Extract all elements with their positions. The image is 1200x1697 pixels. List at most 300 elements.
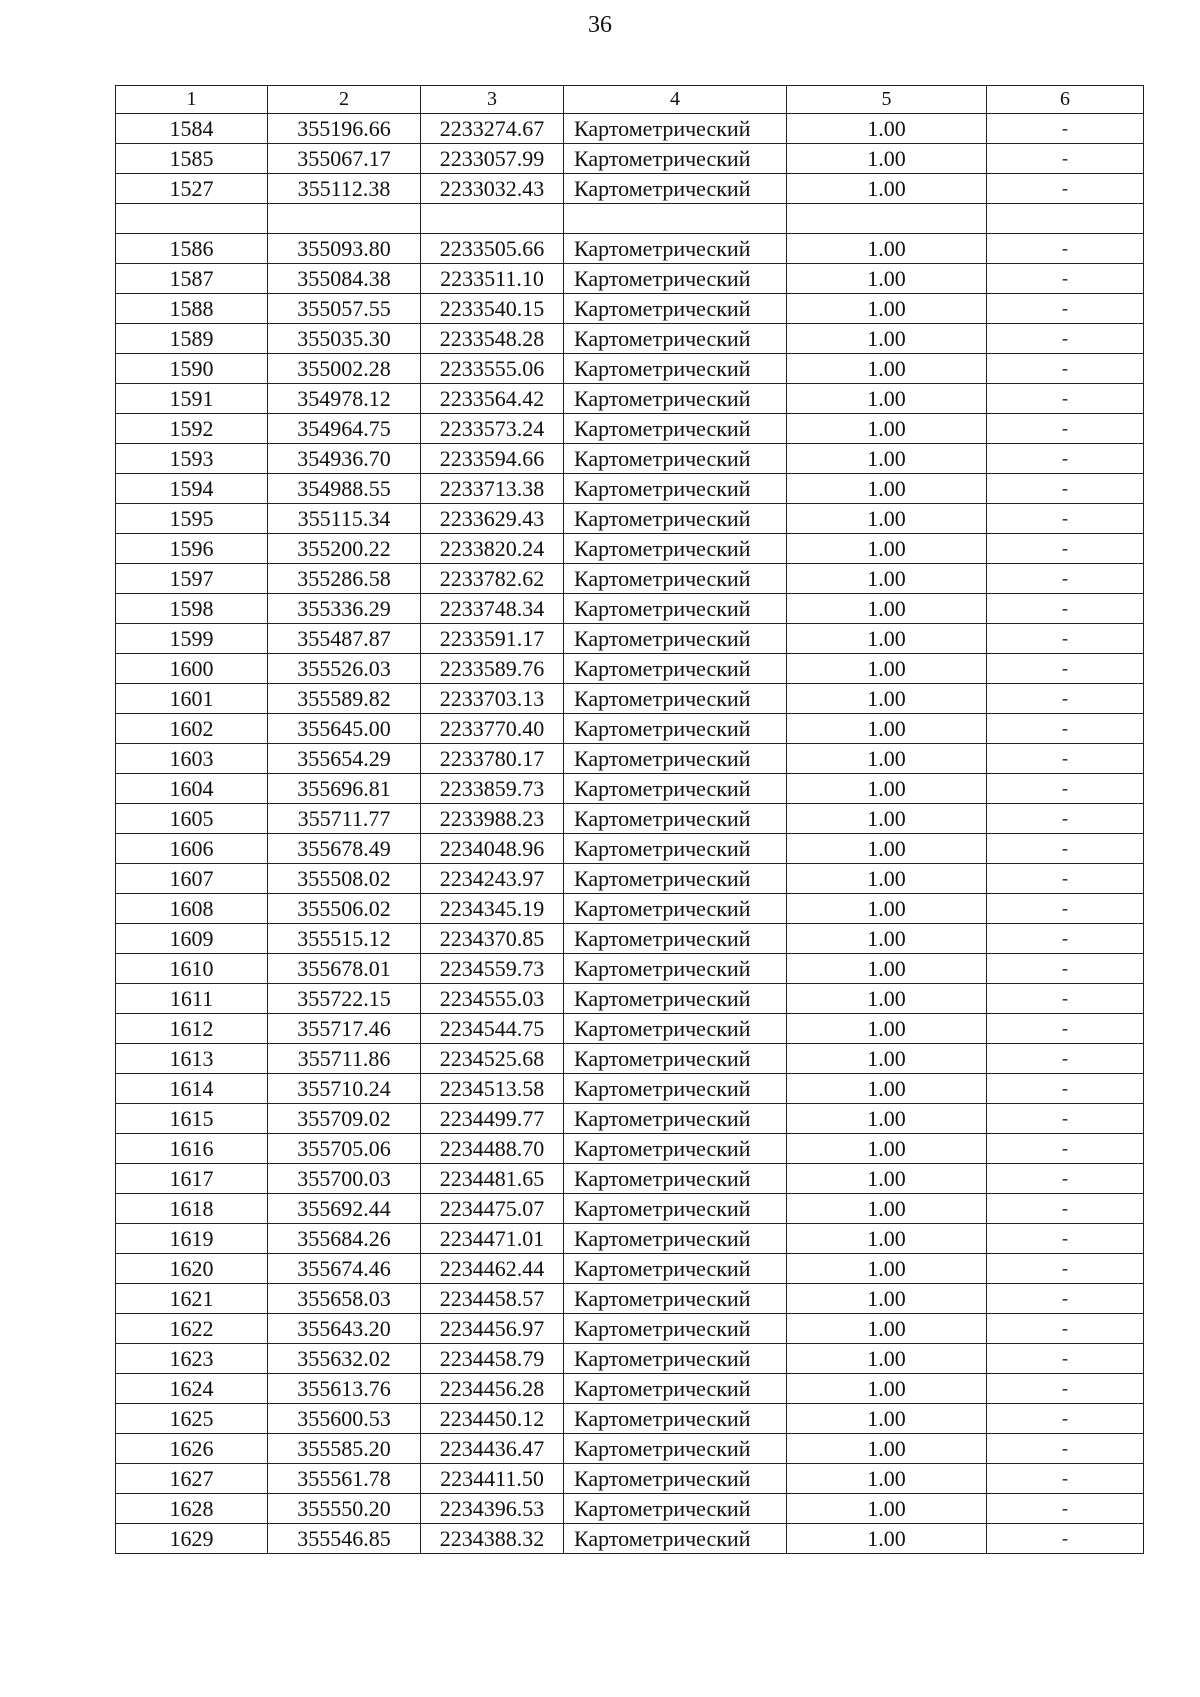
method-cell: Картометрический <box>564 1404 787 1434</box>
method-cell: Картометрический <box>564 1434 787 1464</box>
accuracy-cell: 1.00 <box>787 474 987 504</box>
table-row <box>116 834 1144 864</box>
x-coordinate-cell: 354964.75 <box>268 414 421 444</box>
y-coordinate-cell: 2234048.96 <box>421 834 564 864</box>
y-coordinate-cell: 2233770.40 <box>421 714 564 744</box>
description-cell: - <box>987 984 1144 1014</box>
point-number-cell: 1593 <box>116 444 268 474</box>
method-cell: Картометрический <box>564 474 787 504</box>
accuracy-cell: 1.00 <box>787 234 987 264</box>
table-row <box>116 504 1144 534</box>
method-cell: Картометрический <box>564 1134 787 1164</box>
x-coordinate-cell: 355002.28 <box>268 354 421 384</box>
y-coordinate-cell: 2234370.85 <box>421 924 564 954</box>
point-number-cell: 1597 <box>116 564 268 594</box>
description-cell: - <box>987 354 1144 384</box>
y-coordinate-cell <box>421 204 564 234</box>
table-row <box>116 474 1144 504</box>
y-coordinate-cell: 2233589.76 <box>421 654 564 684</box>
y-coordinate-cell: 2233511.10 <box>421 264 564 294</box>
y-coordinate-cell: 2233555.06 <box>421 354 564 384</box>
point-number-cell: 1626 <box>116 1434 268 1464</box>
y-coordinate-cell: 2234471.01 <box>421 1224 564 1254</box>
table-header-row <box>116 86 1144 114</box>
table-row <box>116 1134 1144 1164</box>
accuracy-cell: 1.00 <box>787 804 987 834</box>
point-number-cell: 1602 <box>116 714 268 744</box>
method-cell: Картометрический <box>564 714 787 744</box>
y-coordinate-cell: 2234559.73 <box>421 954 564 984</box>
table-row <box>116 894 1144 924</box>
y-coordinate-cell: 2234458.57 <box>421 1284 564 1314</box>
accuracy-cell: 1.00 <box>787 1524 987 1554</box>
method-cell: Картометрический <box>564 1014 787 1044</box>
description-cell: - <box>987 1074 1144 1104</box>
y-coordinate-cell: 2233780.17 <box>421 744 564 774</box>
table-row <box>116 1074 1144 1104</box>
table-row <box>116 354 1144 384</box>
table-row <box>116 534 1144 564</box>
description-cell: - <box>987 1464 1144 1494</box>
point-number-cell: 1608 <box>116 894 268 924</box>
method-cell: Картометрический <box>564 1194 787 1224</box>
y-coordinate-cell: 2233859.73 <box>421 774 564 804</box>
accuracy-cell: 1.00 <box>787 1134 987 1164</box>
method-cell: Картометрический <box>564 264 787 294</box>
table-row <box>116 1344 1144 1374</box>
point-number-cell: 1621 <box>116 1284 268 1314</box>
y-coordinate-cell: 2234513.58 <box>421 1074 564 1104</box>
table-row <box>116 1164 1144 1194</box>
table-row <box>116 684 1144 714</box>
x-coordinate-cell <box>268 204 421 234</box>
table-row <box>116 1194 1144 1224</box>
x-coordinate-cell: 355084.38 <box>268 264 421 294</box>
table-row <box>116 414 1144 444</box>
point-number-cell: 1622 <box>116 1314 268 1344</box>
point-number-cell: 1603 <box>116 744 268 774</box>
x-coordinate-cell: 355711.77 <box>268 804 421 834</box>
x-coordinate-cell: 355067.17 <box>268 144 421 174</box>
point-number-cell: 1614 <box>116 1074 268 1104</box>
point-number-cell: 1612 <box>116 1014 268 1044</box>
point-number-cell: 1620 <box>116 1254 268 1284</box>
description-cell: - <box>987 1224 1144 1254</box>
method-cell: Картометрический <box>564 954 787 984</box>
method-cell: Картометрический <box>564 1344 787 1374</box>
x-coordinate-cell: 355115.34 <box>268 504 421 534</box>
point-number-cell: 1590 <box>116 354 268 384</box>
column-header-6: 6 <box>987 86 1144 114</box>
description-cell: - <box>987 474 1144 504</box>
method-cell: Картометрический <box>564 504 787 534</box>
y-coordinate-cell: 2234475.07 <box>421 1194 564 1224</box>
method-cell: Картометрический <box>564 774 787 804</box>
table-row <box>116 594 1144 624</box>
x-coordinate-cell: 355658.03 <box>268 1284 421 1314</box>
point-number-cell: 1586 <box>116 234 268 264</box>
method-cell: Картометрический <box>564 1164 787 1194</box>
point-number-cell: 1628 <box>116 1494 268 1524</box>
description-cell: - <box>987 1494 1144 1524</box>
description-cell: - <box>987 294 1144 324</box>
y-coordinate-cell: 2234481.65 <box>421 1164 564 1194</box>
method-cell: Картометрический <box>564 654 787 684</box>
table-row <box>116 1014 1144 1044</box>
x-coordinate-cell: 355700.03 <box>268 1164 421 1194</box>
description-cell: - <box>987 684 1144 714</box>
x-coordinate-cell: 355550.20 <box>268 1494 421 1524</box>
x-coordinate-cell: 355506.02 <box>268 894 421 924</box>
y-coordinate-cell: 2233548.28 <box>421 324 564 354</box>
accuracy-cell: 1.00 <box>787 1254 987 1284</box>
accuracy-cell: 1.00 <box>787 714 987 744</box>
description-cell: - <box>987 894 1144 924</box>
description-cell: - <box>987 654 1144 684</box>
x-coordinate-cell: 355093.80 <box>268 234 421 264</box>
y-coordinate-cell: 2233629.43 <box>421 504 564 534</box>
point-number-cell: 1609 <box>116 924 268 954</box>
point-number-cell: 1604 <box>116 774 268 804</box>
description-cell: - <box>987 1344 1144 1374</box>
point-number-cell: 1600 <box>116 654 268 684</box>
accuracy-cell: 1.00 <box>787 1044 987 1074</box>
accuracy-cell: 1.00 <box>787 1434 987 1464</box>
description-cell: - <box>987 1134 1144 1164</box>
method-cell: Картометрический <box>564 744 787 774</box>
point-number-cell: 1596 <box>116 534 268 564</box>
x-coordinate-cell: 355632.02 <box>268 1344 421 1374</box>
method-cell: Картометрический <box>564 984 787 1014</box>
point-number-cell: 1625 <box>116 1404 268 1434</box>
description-cell: - <box>987 954 1144 984</box>
description-cell: - <box>987 564 1144 594</box>
accuracy-cell: 1.00 <box>787 1344 987 1374</box>
x-coordinate-cell: 355487.87 <box>268 624 421 654</box>
table-row <box>116 804 1144 834</box>
table-row <box>116 1284 1144 1314</box>
x-coordinate-cell: 355600.53 <box>268 1404 421 1434</box>
table-row <box>116 114 1144 144</box>
description-cell: - <box>987 414 1144 444</box>
table-row <box>116 654 1144 684</box>
y-coordinate-cell: 2234450.12 <box>421 1404 564 1434</box>
method-cell: Картометрический <box>564 684 787 714</box>
x-coordinate-cell: 355710.24 <box>268 1074 421 1104</box>
description-cell: - <box>987 264 1144 294</box>
accuracy-cell: 1.00 <box>787 1164 987 1194</box>
x-coordinate-cell: 355678.01 <box>268 954 421 984</box>
method-cell: Картометрический <box>564 1044 787 1074</box>
method-cell: Картометрический <box>564 1494 787 1524</box>
x-coordinate-cell: 355674.46 <box>268 1254 421 1284</box>
method-cell <box>564 204 787 234</box>
table-row <box>116 924 1144 954</box>
table-row <box>116 384 1144 414</box>
method-cell: Картометрический <box>564 414 787 444</box>
description-cell: - <box>987 1164 1144 1194</box>
point-number-cell: 1605 <box>116 804 268 834</box>
accuracy-cell: 1.00 <box>787 414 987 444</box>
accuracy-cell: 1.00 <box>787 564 987 594</box>
table-row <box>116 264 1144 294</box>
accuracy-cell: 1.00 <box>787 294 987 324</box>
y-coordinate-cell: 2233594.66 <box>421 444 564 474</box>
column-header-3: 3 <box>421 86 564 114</box>
table-row <box>116 1044 1144 1074</box>
y-coordinate-cell: 2233703.13 <box>421 684 564 714</box>
page-number: 36 <box>588 12 612 38</box>
y-coordinate-cell: 2234411.50 <box>421 1464 564 1494</box>
method-cell: Картометрический <box>564 324 787 354</box>
accuracy-cell: 1.00 <box>787 954 987 984</box>
description-cell: - <box>987 1434 1144 1464</box>
y-coordinate-cell: 2234544.75 <box>421 1014 564 1044</box>
description-cell: - <box>987 384 1144 414</box>
description-cell: - <box>987 1314 1144 1344</box>
column-header-4: 4 <box>564 86 787 114</box>
x-coordinate-cell: 355613.76 <box>268 1374 421 1404</box>
point-number-cell: 1618 <box>116 1194 268 1224</box>
point-number-cell: 1588 <box>116 294 268 324</box>
method-cell: Картометрический <box>564 894 787 924</box>
x-coordinate-cell: 355112.38 <box>268 174 421 204</box>
description-cell: - <box>987 1104 1144 1134</box>
column-header-1: 1 <box>116 86 268 114</box>
description-cell: - <box>987 594 1144 624</box>
x-coordinate-cell: 355696.81 <box>268 774 421 804</box>
y-coordinate-cell: 2234243.97 <box>421 864 564 894</box>
method-cell: Картометрический <box>564 534 787 564</box>
accuracy-cell: 1.00 <box>787 624 987 654</box>
description-cell: - <box>987 444 1144 474</box>
table-row <box>116 954 1144 984</box>
x-coordinate-cell: 355711.86 <box>268 1044 421 1074</box>
accuracy-cell: 1.00 <box>787 174 987 204</box>
method-cell: Картометрический <box>564 864 787 894</box>
point-number-cell: 1589 <box>116 324 268 354</box>
y-coordinate-cell: 2234488.70 <box>421 1134 564 1164</box>
description-cell: - <box>987 1014 1144 1044</box>
y-coordinate-cell: 2233820.24 <box>421 534 564 564</box>
accuracy-cell: 1.00 <box>787 684 987 714</box>
x-coordinate-cell: 355645.00 <box>268 714 421 744</box>
y-coordinate-cell: 2233591.17 <box>421 624 564 654</box>
table-row <box>116 1374 1144 1404</box>
description-cell: - <box>987 114 1144 144</box>
y-coordinate-cell: 2234396.53 <box>421 1494 564 1524</box>
x-coordinate-cell: 355546.85 <box>268 1524 421 1554</box>
accuracy-cell: 1.00 <box>787 834 987 864</box>
y-coordinate-cell: 2233748.34 <box>421 594 564 624</box>
point-number-cell: 1627 <box>116 1464 268 1494</box>
point-number-cell: 1601 <box>116 684 268 714</box>
table-row <box>116 1524 1144 1554</box>
x-coordinate-cell: 355585.20 <box>268 1434 421 1464</box>
description-cell: - <box>987 1374 1144 1404</box>
point-number-cell <box>116 204 268 234</box>
accuracy-cell: 1.00 <box>787 894 987 924</box>
method-cell: Картометрический <box>564 1254 787 1284</box>
method-cell: Картометрический <box>564 1374 787 1404</box>
x-coordinate-cell: 354978.12 <box>268 384 421 414</box>
table-row <box>116 204 1144 234</box>
point-number-cell: 1591 <box>116 384 268 414</box>
accuracy-cell: 1.00 <box>787 654 987 684</box>
method-cell: Картометрический <box>564 594 787 624</box>
x-coordinate-cell: 355200.22 <box>268 534 421 564</box>
accuracy-cell: 1.00 <box>787 114 987 144</box>
accuracy-cell: 1.00 <box>787 354 987 384</box>
method-cell: Картометрический <box>564 1104 787 1134</box>
table-row <box>116 1104 1144 1134</box>
x-coordinate-cell: 355654.29 <box>268 744 421 774</box>
x-coordinate-cell: 355508.02 <box>268 864 421 894</box>
accuracy-cell: 1.00 <box>787 1374 987 1404</box>
column-header-2: 2 <box>268 86 421 114</box>
point-number-cell: 1615 <box>116 1104 268 1134</box>
description-cell: - <box>987 1404 1144 1434</box>
method-cell: Картометрический <box>564 384 787 414</box>
point-number-cell: 1623 <box>116 1344 268 1374</box>
description-cell: - <box>987 714 1144 744</box>
table-row <box>116 1254 1144 1284</box>
x-coordinate-cell: 355709.02 <box>268 1104 421 1134</box>
method-cell: Картометрический <box>564 804 787 834</box>
x-coordinate-cell: 354988.55 <box>268 474 421 504</box>
x-coordinate-cell: 355561.78 <box>268 1464 421 1494</box>
description-cell: - <box>987 624 1144 654</box>
x-coordinate-cell: 355336.29 <box>268 594 421 624</box>
description-cell: - <box>987 1284 1144 1314</box>
description-cell: - <box>987 174 1144 204</box>
accuracy-cell: 1.00 <box>787 384 987 414</box>
x-coordinate-cell: 355526.03 <box>268 654 421 684</box>
accuracy-cell: 1.00 <box>787 1314 987 1344</box>
y-coordinate-cell: 2234436.47 <box>421 1434 564 1464</box>
table-row <box>116 444 1144 474</box>
description-cell: - <box>987 924 1144 954</box>
table-row <box>116 294 1144 324</box>
x-coordinate-cell: 355705.06 <box>268 1134 421 1164</box>
point-number-cell: 1594 <box>116 474 268 504</box>
accuracy-cell: 1.00 <box>787 984 987 1014</box>
table-row <box>116 744 1144 774</box>
table-row <box>116 714 1144 744</box>
accuracy-cell: 1.00 <box>787 864 987 894</box>
description-cell: - <box>987 144 1144 174</box>
point-number-cell: 1624 <box>116 1374 268 1404</box>
table-row <box>116 174 1144 204</box>
method-cell: Картометрический <box>564 1314 787 1344</box>
accuracy-cell: 1.00 <box>787 1284 987 1314</box>
accuracy-cell: 1.00 <box>787 1104 987 1134</box>
y-coordinate-cell: 2233505.66 <box>421 234 564 264</box>
table-row <box>116 624 1144 654</box>
y-coordinate-cell: 2233540.15 <box>421 294 564 324</box>
accuracy-cell: 1.00 <box>787 1224 987 1254</box>
table-row <box>116 984 1144 1014</box>
point-number-cell: 1592 <box>116 414 268 444</box>
accuracy-cell <box>787 204 987 234</box>
point-number-cell: 1599 <box>116 624 268 654</box>
accuracy-cell: 1.00 <box>787 324 987 354</box>
point-number-cell: 1587 <box>116 264 268 294</box>
accuracy-cell: 1.00 <box>787 1464 987 1494</box>
x-coordinate-cell: 355692.44 <box>268 1194 421 1224</box>
point-number-cell: 1584 <box>116 114 268 144</box>
description-cell: - <box>987 504 1144 534</box>
point-number-cell: 1619 <box>116 1224 268 1254</box>
accuracy-cell: 1.00 <box>787 264 987 294</box>
y-coordinate-cell: 2234462.44 <box>421 1254 564 1284</box>
method-cell: Картометрический <box>564 444 787 474</box>
method-cell: Картометрический <box>564 1224 787 1254</box>
accuracy-cell: 1.00 <box>787 444 987 474</box>
table-row <box>116 1314 1144 1344</box>
table-row <box>116 1434 1144 1464</box>
x-coordinate-cell: 355035.30 <box>268 324 421 354</box>
point-number-cell: 1629 <box>116 1524 268 1554</box>
x-coordinate-cell: 355057.55 <box>268 294 421 324</box>
x-coordinate-cell: 355722.15 <box>268 984 421 1014</box>
y-coordinate-cell: 2233713.38 <box>421 474 564 504</box>
accuracy-cell: 1.00 <box>787 1074 987 1104</box>
x-coordinate-cell: 355196.66 <box>268 114 421 144</box>
accuracy-cell: 1.00 <box>787 744 987 774</box>
accuracy-cell: 1.00 <box>787 534 987 564</box>
x-coordinate-cell: 354936.70 <box>268 444 421 474</box>
method-cell: Картометрический <box>564 114 787 144</box>
y-coordinate-cell: 2234499.77 <box>421 1104 564 1134</box>
method-cell: Картометрический <box>564 294 787 324</box>
accuracy-cell: 1.00 <box>787 1194 987 1224</box>
point-number-cell: 1611 <box>116 984 268 1014</box>
table-row <box>116 564 1144 594</box>
y-coordinate-cell: 2233274.67 <box>421 114 564 144</box>
description-cell: - <box>987 1194 1144 1224</box>
y-coordinate-cell: 2234525.68 <box>421 1044 564 1074</box>
method-cell: Картометрический <box>564 834 787 864</box>
point-number-cell: 1595 <box>116 504 268 534</box>
x-coordinate-cell: 355678.49 <box>268 834 421 864</box>
accuracy-cell: 1.00 <box>787 504 987 534</box>
x-coordinate-cell: 355684.26 <box>268 1224 421 1254</box>
x-coordinate-cell: 355717.46 <box>268 1014 421 1044</box>
table-row <box>116 1404 1144 1434</box>
column-header-5: 5 <box>787 86 987 114</box>
description-cell: - <box>987 744 1144 774</box>
description-cell: - <box>987 1044 1144 1074</box>
x-coordinate-cell: 355643.20 <box>268 1314 421 1344</box>
point-number-cell: 1617 <box>116 1164 268 1194</box>
y-coordinate-cell: 2233032.43 <box>421 174 564 204</box>
y-coordinate-cell: 2234555.03 <box>421 984 564 1014</box>
accuracy-cell: 1.00 <box>787 774 987 804</box>
point-number-cell: 1613 <box>116 1044 268 1074</box>
table-row <box>116 144 1144 174</box>
y-coordinate-cell: 2233782.62 <box>421 564 564 594</box>
y-coordinate-cell: 2234345.19 <box>421 894 564 924</box>
y-coordinate-cell: 2234388.32 <box>421 1524 564 1554</box>
description-cell: - <box>987 804 1144 834</box>
description-cell <box>987 204 1144 234</box>
method-cell: Картометрический <box>564 174 787 204</box>
accuracy-cell: 1.00 <box>787 144 987 174</box>
point-number-cell: 1598 <box>116 594 268 624</box>
table-row <box>116 1464 1144 1494</box>
y-coordinate-cell: 2234456.97 <box>421 1314 564 1344</box>
